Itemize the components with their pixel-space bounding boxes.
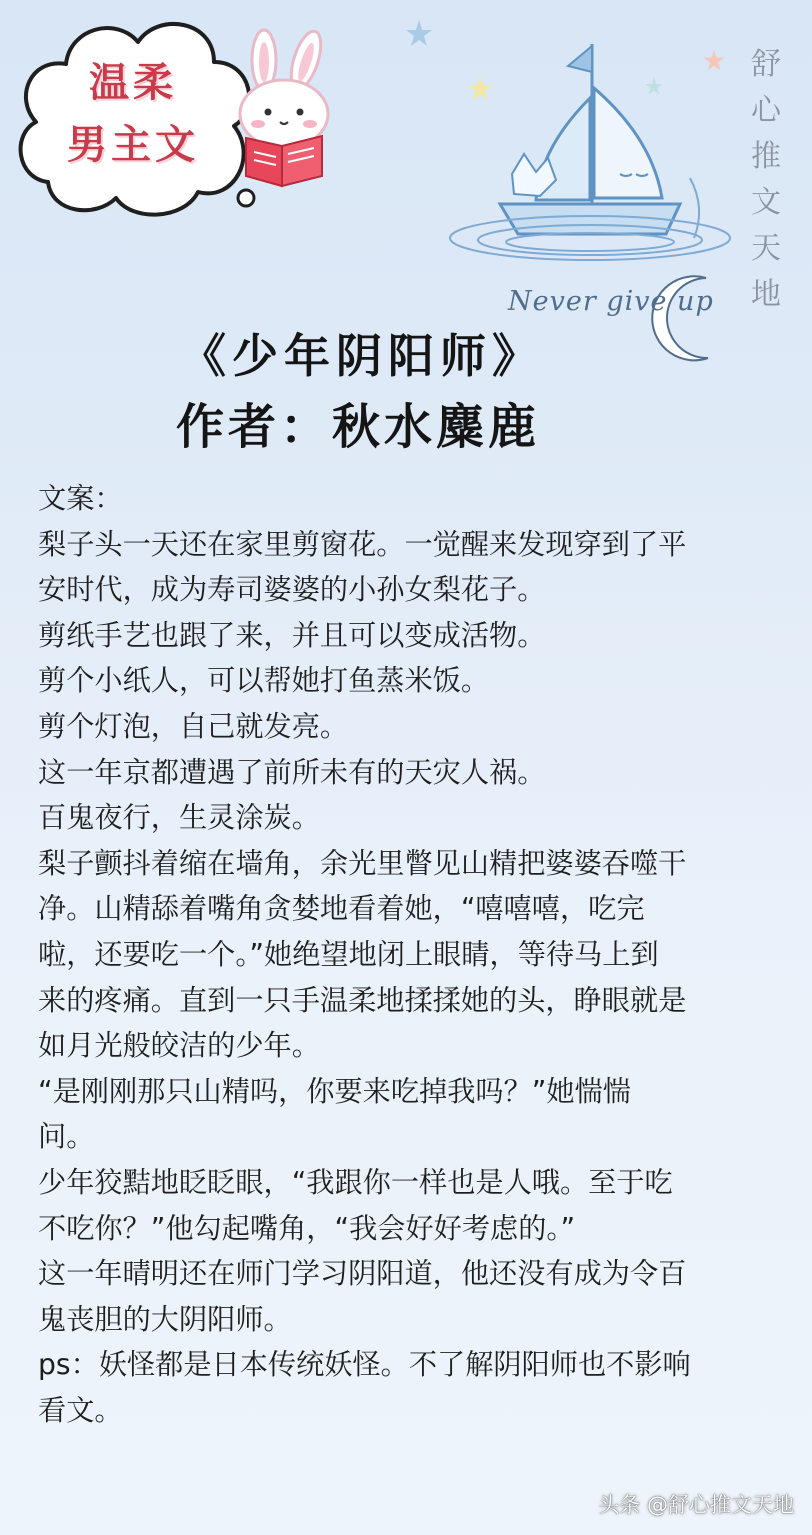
badge-line-2: 男主文	[67, 121, 199, 168]
side-label-char: 舒	[751, 47, 781, 82]
side-label-char: 地	[751, 277, 781, 312]
synopsis-line: 这一年晴明还在师门学习阴阳道，他还没有成为令百	[38, 1257, 687, 1291]
bunny-reading-icon	[226, 26, 346, 196]
synopsis-line: 安时代，成为寿司婆婆的小孙女梨花子。	[38, 573, 546, 607]
synopsis-line: 啦，还要吃一个。”她绝望地闭上眼睛，等待马上到	[38, 937, 659, 971]
synopsis-line: 问。	[38, 1120, 95, 1154]
synopsis-line: 剪个小纸人，可以帮她打鱼蒸米饭。	[38, 664, 490, 698]
synopsis-line: 剪纸手艺也跟了来，并且可以变成活物。	[38, 618, 546, 652]
synopsis-line: 文案：	[38, 482, 123, 515]
synopsis-line: 梨子头一天还在家里剪窗花。一觉醒来发现穿到了平	[38, 527, 687, 561]
star-icon	[404, 18, 434, 48]
side-label-char: 心	[751, 93, 781, 128]
synopsis-line: 来的疼痛。直到一只手温柔地揉揉她的头，睁眼就是	[38, 983, 687, 1017]
side-label-char: 天	[751, 231, 781, 266]
side-label	[744, 42, 788, 318]
synopsis-line: ps：妖怪都是日本传统妖怪。不了解阴阳师也不影响	[38, 1348, 691, 1382]
synopsis-line: 梨子颤抖着缩在墙角，余光里瞥见山精把婆婆吞噬干	[38, 846, 687, 880]
synopsis-line: 净。山精舔着嘴角贪婪地看着她，“嘻嘻嘻，吃完	[38, 892, 645, 926]
synopsis-line: 百鬼夜行，生灵涂炭。	[38, 801, 320, 835]
book-author: 作者：秋水麋鹿	[176, 399, 541, 455]
side-label-char: 推	[751, 139, 781, 174]
synopsis-line: 看文。	[38, 1393, 123, 1427]
synopsis-line: 鬼丧胆的大阴阳师。	[38, 1302, 292, 1336]
watermark: 头条 @舒心推文天地	[598, 1493, 794, 1517]
synopsis-line: 不吃你？”他勾起嘴角，“我会好好考虑的。”	[38, 1211, 576, 1245]
side-label-char: 文	[751, 185, 781, 220]
never-give-up-text: Never give up	[508, 286, 714, 317]
book-title: 《少年阴阳师》	[180, 329, 544, 383]
synopsis-line: “是刚刚那只山精吗，你要来吃掉我吗？”她惴惴	[38, 1074, 631, 1108]
synopsis-line: 少年狡黠地眨眨眼，“我跟你一样也是人哦。至于吃	[38, 1165, 673, 1199]
synopsis-line: 如月光般皎洁的少年。	[38, 1029, 320, 1063]
synopsis-line: 剪个灯泡，自己就发亮。	[38, 709, 349, 743]
synopsis-line: 这一年京都遭遇了前所未有的天灾人祸。	[38, 755, 546, 789]
synopsis	[38, 476, 778, 1433]
badge-line-1: 温柔	[89, 59, 177, 106]
badge-text	[58, 52, 208, 176]
